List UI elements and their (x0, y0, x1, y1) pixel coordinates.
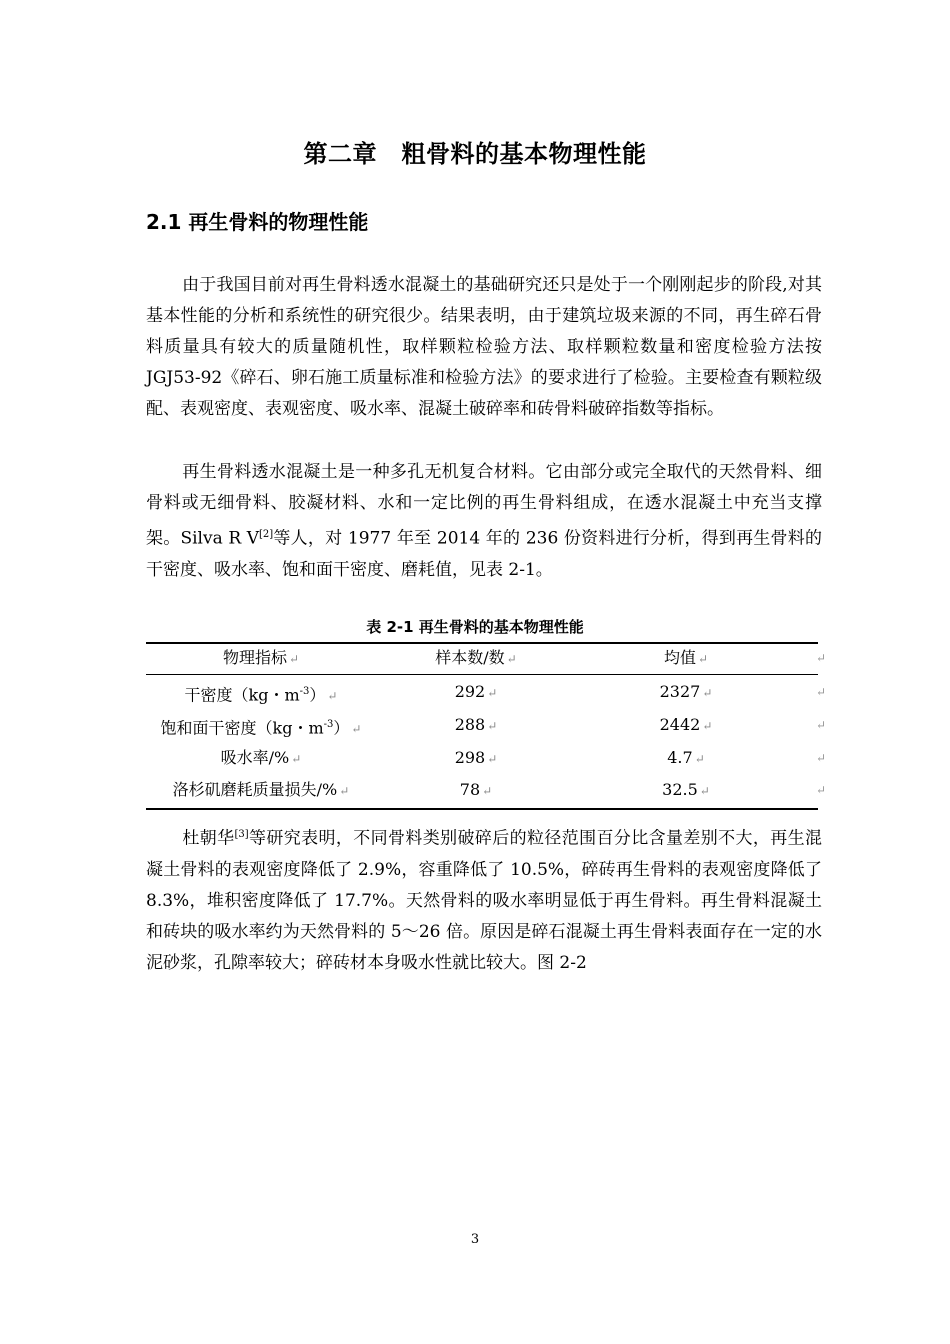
table-header-cell: 样本数/数 ↵ (435, 648, 517, 667)
table-row (146, 775, 836, 805)
row-end-mark: ↵ (816, 751, 827, 765)
paragraph-2-text-after: 等人，对 1977 年至 2014 年的 236 份资料进行分析，得到再生骨料的干密度、吸水率、饱和面干密度、磨耗值，见表 2-1。 (146, 528, 822, 580)
table-header-rule (146, 674, 818, 675)
row-end-mark: ↵ (816, 718, 827, 732)
table-caption: 表 2-1 再生骨料的基本物理性能 (366, 618, 584, 636)
table-row (146, 677, 836, 707)
table-header-row (146, 643, 836, 673)
table-cell: 4.7 ↵ (667, 748, 705, 767)
row-end-mark: ↵ (816, 685, 827, 699)
table-cell: 2442 ↵ (659, 715, 713, 734)
citation-ref: [3] (234, 829, 249, 840)
table-cell: 32.5 ↵ (662, 780, 710, 799)
page-number: 3 (470, 1232, 480, 1247)
table-row (146, 743, 836, 773)
table-header-cell: 均值 ↵ (663, 648, 709, 667)
row-end-mark: ↵ (816, 783, 827, 797)
chapter-title: 第二章 粗骨料的基本物理性能 (303, 140, 647, 168)
paragraph-3-text-before: 杜朝华 (182, 828, 235, 849)
table-cell: 78 ↵ (459, 780, 493, 799)
table-row (146, 710, 836, 740)
paragraph-3 (146, 819, 822, 979)
paragraph-2 (146, 457, 822, 586)
paragraph-1-text: 由于我国目前对再生骨料透水混凝土的基础研究还只是处于一个刚刚起步的阶段,对其基本性能的分析和系统性的研究很少。结果表明，由于建筑垃圾来源的不同，再生碎石骨料质量具有较大的质量随机性，取样颗粒检验方法、取样颗粒数量和密度检验方法按 JGJ53-92《碎石、卵石施工质量标准和检验方法》的要求进行了检验。主要检查有颗粒级配、表观密度、表观密度、吸水率、混凝土破碎率和砖骨料破碎指数等指标。 (146, 275, 822, 419)
table-cell: 288 ↵ (454, 715, 498, 734)
citation-ref: [2] (259, 529, 274, 540)
table-cell: 298 ↵ (454, 748, 498, 767)
table-cell: 饱和面干密度（kg・$m^{-3}$） ↵ (160, 718, 362, 738)
table-bottom-rule (146, 808, 818, 810)
table-header-cell: 物理指标 ↵ (222, 648, 300, 667)
table-cell: 2327 ↵ (659, 682, 713, 701)
table-cell: 292 ↵ (454, 682, 498, 701)
row-end-mark: ↵ (816, 651, 827, 665)
paragraph-3-text-after: 等研究表明，不同骨料类别破碎后的粒径范围百分比含量差别不大，再生混凝土骨料的表观密度降低了 2.9%，容重降低了 10.5%，碎砖再生骨料的表观密度降低了 8.3%，堆积密度降低了 17.7%。天然骨料的吸水率明显低于再生骨料。再生骨料混凝土和砖块的吸水率约为天然骨料的 5～26 倍。原因是碎石混凝土再生骨料表面存在一定的水泥砂浆，孔隙率较大；碎砖材本身吸水性就比较大。图 2-2 (146, 828, 823, 973)
table-cell: 洛杉矶磨耗质量损失/% ↵ (172, 780, 350, 799)
section-title: 2.1 再生骨料的物理性能 (146, 210, 369, 234)
table-cell: 干密度（kg・$m^{-3}$） ↵ (184, 685, 338, 705)
paragraph-1 (146, 270, 822, 425)
paragraph-2-text-before: 再生骨料透水混凝土是一种多孔无机复合材料。它由部分或完全取代的天然骨料、细骨料或无细骨料、胶凝材料、水和一定比例的再生骨料组成，在透水混凝土中充当支撑架。Silva R V (146, 462, 822, 549)
table-cell: 吸水率/% ↵ (220, 748, 302, 767)
